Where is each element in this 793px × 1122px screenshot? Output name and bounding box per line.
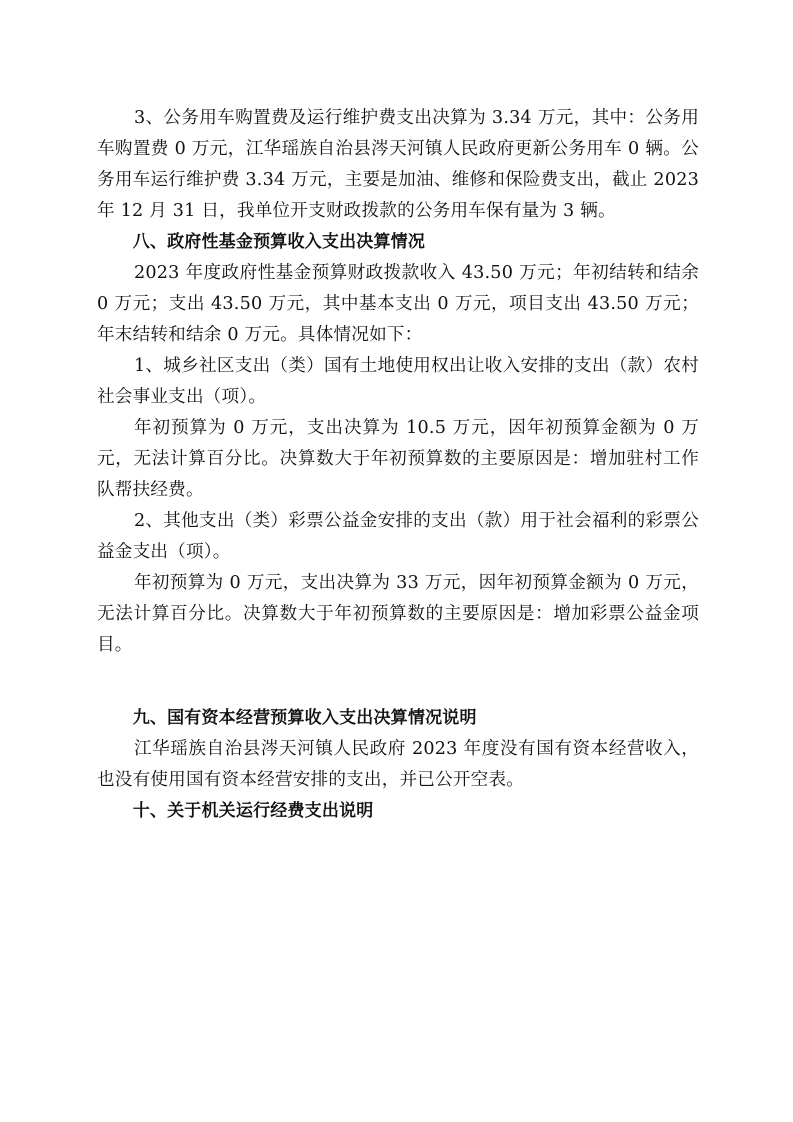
vehicle-expense-paragraph: 3、公务用车购置费及运行维护费支出决算为 3.34 万元，其中：公务用车购置费 0 万元，江华瑶族自治县涔天河镇人民政府更新公务用车 0 辆。公务用车运行维护费 3.34 万元，主要是加油、维修和保险费支出，截止 2023 年 12 月 31 日，我单位开支财政拨款的公务用车保有量为 3 辆。 [97,108,699,221]
section-9-heading: 九、国有资本经营预算收入支出决算情况说明 [132,708,477,728]
item-2-detail-paragraph: 年初预算为 0 万元，支出决算为 33 万元，因年初预算金额为 0 万元，无法计算百分比。决算数大于年初预算数的主要原因是：增加彩票公益金项目。 [97,573,699,655]
item-2-title-paragraph: 2、其他支出（类）彩票公益金安排的支出（款）用于社会福利的彩票公益金支出（项）。 [97,511,699,562]
section-8-heading: 八、政府性基金预算收入支出决算情况 [132,232,426,252]
state-capital-paragraph: 江华瑶族自治县涔天河镇人民政府 2023 年度没有国有资本经营收入，也没有使用国有资本经营安排的支出，并已公开空表。 [97,739,699,790]
fund-budget-summary-paragraph: 2023 年度政府性基金预算财政拨款收入 43.50 万元；年初结转和结余 0 万元；支出 43.50 万元，其中基本支出 0 万元，项目支出 43.50 万元；年末结转和结余 0 万元。具体情况如下： [97,263,699,345]
item-1-detail-paragraph: 年初预算为 0 万元，支出决算为 10.5 万元，因年初预算金额为 0 万元，无法计算百分比。决算数大于年初预算数的主要原因是：增加驻村工作队帮扶经费。 [97,418,699,500]
item-1-title-paragraph: 1、城乡社区支出（类）国有土地使用权出让收入安排的支出（款）农村社会事业支出（项）。 [97,356,699,407]
section-10-heading: 十、关于机关运行经费支出说明 [132,801,374,821]
document-body [97,103,699,827]
